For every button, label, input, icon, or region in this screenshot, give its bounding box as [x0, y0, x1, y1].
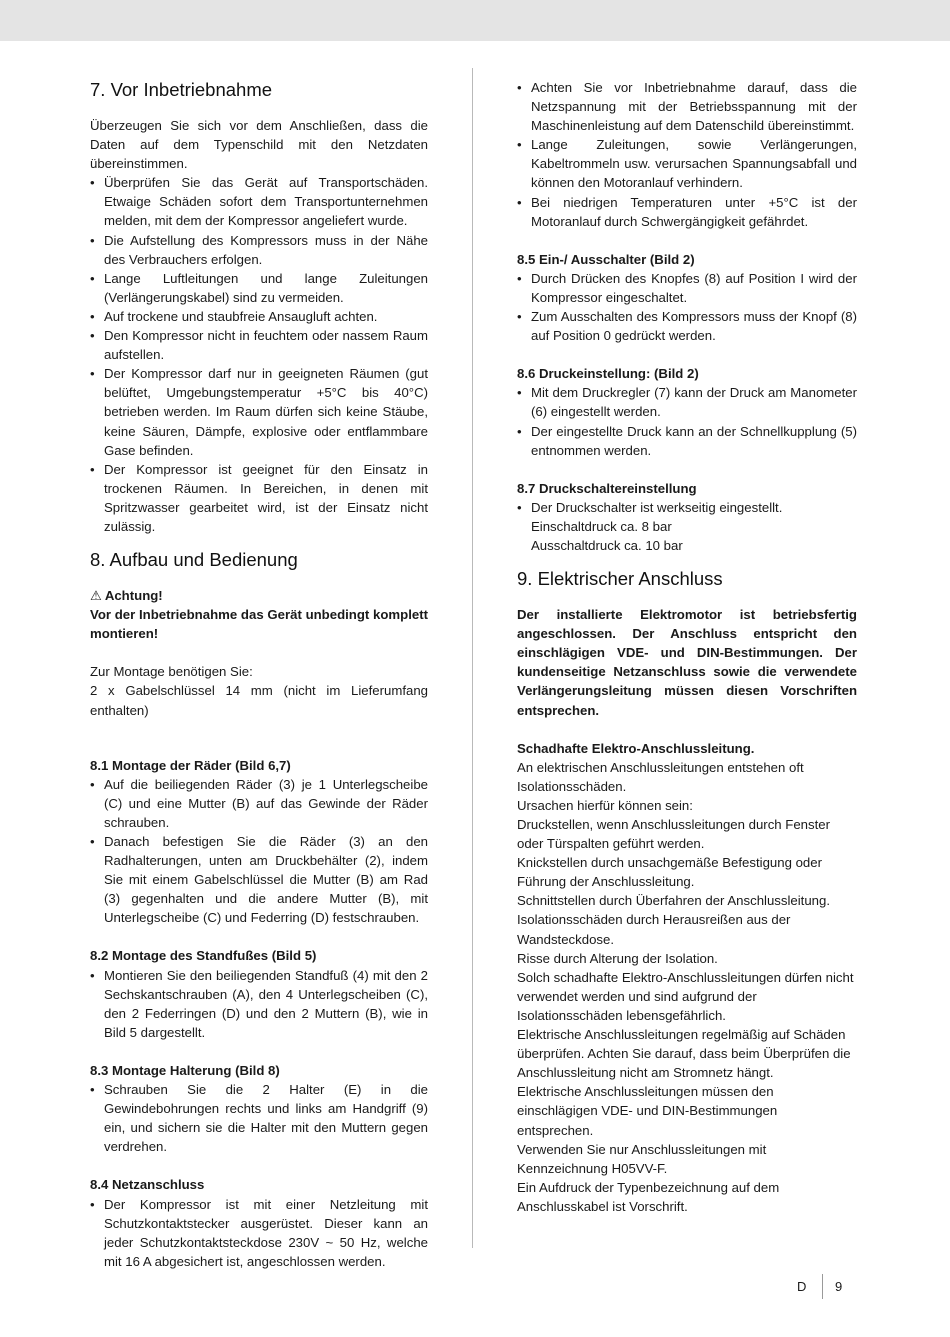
list-item: • Achten Sie vor Inbetriebnahme darauf, dass die Netzspannung mit der Betriebsspannung mit der Maschinenleistung auf dem Datenschild übereinstimmt.	[517, 80, 857, 134]
paragraph: Elektrische Anschlussleitungen regelmäßig auf Schäden überprüfen. Achten Sie darauf, dass beim Überprüfen die Anschlussleitung nicht am Stromnetz hängt.	[517, 1027, 851, 1081]
paragraph: Ein Aufdruck der Typenbezeichnung auf dem Anschlusskabel ist Vorschrift.	[517, 1179, 780, 1214]
warning-heading: ⚠ Achtung!	[90, 586, 428, 605]
page-top-band	[0, 0, 950, 41]
section-8-4-continued-list	[517, 78, 857, 231]
language-code: D	[797, 1279, 807, 1294]
section-8-2-title: 8.2 Montage des Standfußes (Bild 5)	[90, 948, 317, 964]
section-8-7-list	[517, 498, 857, 555]
paragraph: Risse durch Alterung der Isolation.	[517, 950, 718, 966]
footer-divider	[822, 1274, 823, 1299]
section-8-2-list	[90, 966, 428, 1042]
section-8-title: 8. Aufbau und Bedienung	[90, 549, 298, 571]
tools-intro: Zur Montage benötigen Sie:	[90, 664, 253, 680]
list-item: • Der Kompressor darf nur in geeigneten Räumen (gut belüftet, Umgebungstemperatur +5°C bis 40°C) betrieben werden. Im Raum dürfen sich keine Stäube, keine Säuren, Dämpfe, explosive oder entflammbare Gase befinden.	[90, 366, 428, 458]
list-item: • Danach befestigen Sie die Räder (3) an den Radhalterungen, unten am Druckbehälter (2), indem Sie mit einem Gabelschlüssel die Mutter (B) am Rad (3) gegenhalten und die andere Mutter (B), mit Unterlegscheibe (C) und Federring (D) festschrauben.	[90, 834, 428, 926]
page-footer	[790, 1277, 860, 1299]
section-8-6-list	[517, 383, 857, 459]
defect-cable-title: Schadhafte Elektro-Anschlussleitung.	[517, 740, 755, 756]
tools-text: 2 x Gabelschlüssel 14 mm (nicht im Lieferumfang enthalten)	[90, 683, 428, 718]
paragraph: An elektrischen Anschlussleitungen entstehen oft Isolationsschäden.	[517, 759, 804, 794]
list-item: • Der Kompressor ist geeignet für den Einsatz in trockenen Räumen. In Bereichen, in denen mit Spritzwasser gearbeitet wird, ist der Einsatz nicht zulässig.	[90, 461, 428, 534]
section-8-5-title: 8.5 Ein-/ Ausschalter (Bild 2)	[517, 251, 695, 267]
list-item: • Zum Ausschalten des Kompressors muss der Knopf (8) auf Position 0 gedrückt werden.	[517, 309, 857, 344]
left-column	[90, 78, 428, 1271]
paragraph: Ursachen hierfür können sein:	[517, 797, 693, 813]
page-number: 9	[835, 1279, 843, 1294]
list-item: • Durch Drücken des Knopfes (8) auf Position I wird der Kompressor eingeschaltet.	[517, 270, 857, 305]
right-column	[517, 78, 857, 1216]
list-item: • Die Aufstellung des Kompressors muss in der Nähe des Verbrauchers erfolgen.	[90, 232, 428, 267]
paragraph: Verwenden Sie nur Anschlussleitungen mit Kennzeichnung H05VV-F.	[517, 1141, 767, 1176]
list-item: • Der Kompressor ist mit einer Netzleitung mit Schutzkontaktstecker ausgerüstet. Dieser kann an jeder Schutzkontaktsteckdose 230V ~ 50 Hz, welche mit 16 A abgesichert ist, angeschlossen werden.	[90, 1196, 428, 1269]
column-divider	[472, 68, 473, 1248]
section-8-1-title: 8.1 Montage der Räder (Bild 6,7)	[90, 757, 291, 773]
list-item: • Auf trockene und staubfreie Ansaugluft achten.	[90, 308, 378, 324]
list-item: • Überprüfen Sie das Gerät auf Transportschäden. Etwaige Schäden sofort dem Transportunternehmen melden, mit dem der Kompressor angeliefert wurde.	[90, 175, 428, 229]
list-item: • Auf die beiliegenden Räder (3) je 1 Unterlegscheibe (C) und eine Mutter (B) auf das Gewinde der Räder schrauben.	[90, 776, 428, 830]
list-item: • Der Druckschalter ist werkseitig eingestellt. Einschaltdruck ca. 8 bar Ausschaltdruck ca. 10 bar	[517, 499, 783, 553]
section-8-7-title: 8.7 Druckschaltereinstellung	[517, 480, 697, 496]
section-8-3-list	[90, 1080, 428, 1156]
section-7-list	[90, 173, 428, 536]
section-7-title: 7. Vor Inbetriebnahme	[90, 79, 273, 100]
warning-icon: ⚠	[90, 588, 102, 604]
section-8-4-title: 8.4 Netzanschluss	[90, 1177, 205, 1193]
section-8-3-title: 8.3 Montage Halterung (Bild 8)	[90, 1062, 280, 1078]
paragraph: Schnittstellen durch Überfahren der Anschlussleitung.	[517, 893, 831, 909]
paragraph: Knickstellen durch unsachgemäße Befestigung oder Führung der Anschlussleitung.	[517, 855, 822, 890]
section-7-intro: Überzeugen Sie sich vor dem Anschließen, dass die Daten auf dem Typenschild mit den Netzdaten übereinstimmen.	[90, 118, 428, 172]
list-item: • Bei niedrigen Temperaturen unter +5°C ist der Motoranlauf durch Schwergängigkeit gefährdet.	[517, 194, 857, 229]
switch-off-pressure: Ausschaltdruck ca. 10 bar	[531, 537, 683, 553]
section-8-6-title: 8.6 Druckeinstellung: (Bild 2)	[517, 366, 699, 382]
list-item: • Montieren Sie den beiliegenden Standfuß (4) mit den 2 Sechskantschrauben (A), den 4 Unterlegscheiben (C), den 2 Federringen (D) und den 2 Muttern (B), wie in Bild 5 dargestellt.	[90, 967, 428, 1040]
switch-on-pressure: Einschaltdruck ca. 8 bar	[531, 518, 672, 534]
list-item: • Mit dem Druckregler (7) kann der Druck am Manometer (6) eingestellt werden.	[517, 385, 857, 420]
section-8-4-list	[90, 1195, 428, 1271]
list-item: • Schrauben Sie die 2 Halter (E) in die Gewindebohrungen rechts und links am Handgriff (9) ein, und sichern sie die Halter mit den Muttern gegen verdrehen.	[90, 1082, 428, 1155]
section-8-1-list	[90, 775, 428, 928]
list-item: • Lange Zuleitungen, sowie Verlängerungen, Kabeltrommeln usw. verursachen Spannungsabfall und können den Motoranlauf verhindern.	[517, 137, 857, 191]
section-8-5-list	[517, 269, 857, 345]
paragraph: Elektrische Anschlussleitungen müssen den einschlägigen VDE- und DIN-Bestimmungen entsprechen.	[517, 1084, 778, 1138]
paragraph: Isolationsschäden durch Herausreißen aus der Wandsteckdose.	[517, 912, 791, 947]
section-9-intro: Der installierte Elektromotor ist betriebsfertig angeschlossen. Der Anschluss entspricht den einschlägigen VDE- und DIN-Bestimmungen. Der kundenseitige Netzanschluss sowie die verwendete Verlängerungsleitung müssen diesen Vorschriften entsprechen.	[517, 607, 857, 718]
list-item: • Lange Luftleitungen und lange Zuleitungen (Verlängerungskabel) sind zu vermeiden.	[90, 270, 428, 305]
section-9-title: 9. Elektrischer Anschluss	[517, 568, 723, 590]
paragraph: Druckstellen, wenn Anschlussleitungen durch Fenster oder Türspalten geführt werden.	[517, 817, 831, 852]
list-item: • Der eingestellte Druck kann an der Schnellkupplung (5) entnommen werden.	[517, 423, 857, 458]
warning-text: Vor der Inbetriebnahme das Gerät unbedingt komplett montieren!	[90, 607, 428, 642]
paragraph: Solch schadhafte Elektro-Anschlussleitungen dürfen nicht verwendet werden und sind aufgrund der Isolationsschäden lebensgefährlich.	[517, 969, 854, 1023]
list-item: • Den Kompressor nicht in feuchtem oder nassem Raum aufstellen.	[90, 328, 428, 363]
